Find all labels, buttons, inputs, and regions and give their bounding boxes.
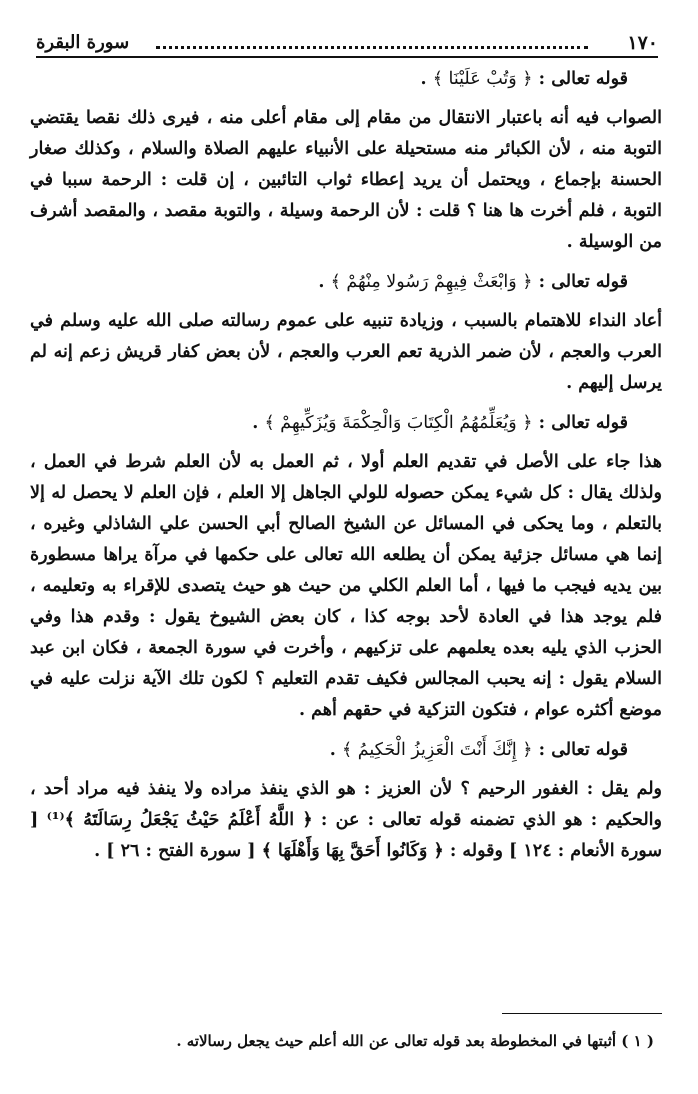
verse-end: . — [420, 69, 427, 89]
commentary-paragraph: الصواب فيه أنه باعتبار الانتقال من مقام إلى مقام أعلى منه ، فيرى ذلك نقصا يقتضي التوبة منه ، لأن الكبائر منه مستحيلة على الأنبياء عليهم الصلاة والسلام ، وكذلك صغار الحسنة بإجماع ، ويحتمل أن يريد إعطاء ثواب التائبين ، إن قلت : الرحمة سببا في التوبة ، فلم أخرت ها هنا ؟ قلت : لأن الرحمة وسيلة ، والتوبة مقصد ، والمقصد أشرف من الوسيلة . — [30, 108, 662, 252]
quran-verse: ﴿ وَتُبْ عَلَيْنَا ﴾ — [432, 69, 533, 89]
commentary-paragraph: ولم يقل : الغفور الرحيم ؟ لأن العزيز : هو الذي ينفذ مراده ولا ينفذ فيه مراد أحد ، والحكيم : هو الذي تضمنه قوله تعالى : عن : ﴿ اللَّهُ أَعْلَمُ حَيْثُ يَجْعَلُ رِسَالَتَهُ ﴾⁽¹⁾ [ سورة الأنعام : ١٢٤ ] وقوله : ﴿ وَكَانُوا أَحَقَّ بِهَا وَأَهْلَهَا ﴾ [ سورة الفتح : ٢٦ ] . — [30, 779, 662, 861]
quran-verse: ﴿ وَيُعَلِّمُهُمُ الْكِتَابَ وَالْحِكْمَةَ وَيُزَكِّيهِمْ ﴾ — [264, 413, 533, 433]
page-body — [30, 64, 662, 876]
footnote-separator — [502, 1013, 662, 1014]
verse-end: . — [329, 740, 336, 760]
verse-intro: قوله تعالى : — [538, 740, 628, 760]
page-number: ١٧٠ — [627, 32, 658, 54]
running-header — [36, 30, 658, 58]
surah-title: سورة البقرة — [36, 32, 130, 53]
commentary-paragraph: أعاد النداء للاهتمام بالسبب ، وزيادة تنبيه على عموم رسالته صلى الله عليه وسلم في العرب والعجم ، لأن ضمر الذرية تعم العرب والعجم ، لأن بعض كفار قريش زعم إنه لم يرسل إليهم . — [30, 311, 662, 393]
quran-verse: ﴿ إِنَّكَ أَنْتَ الْعَزِيزُ الْحَكِيمُ ﴾ — [341, 740, 533, 760]
commentary-paragraph: هذا جاء على الأصل في تقديم العلم أولا ، ثم العمل به لأن العلم شرط في العمل ، ولذلك يقال : كل شيء يمكن حصوله للولي الجاهل إلا العلم ، فإن العلم لا يحصل له إلا بالتعلم ، وما يحكى في المسائل عن الشيخ الصالح أبي الحسن علي الشاذلي وغيره ، إنما هي مسائل جزئية يمكن أن يطلعه الله تعالى على حكمها في مرآة يراها مسطورة بين يديه فيجب ما فيها ، أما العلم الكلي من حيث هو حيث يتصدى للإقراء به وتعليمه ، فلم يوجد هذا في العادة لأحد بوجه كذا ، كان بعض الشيوخ يقول : وقدم هذا وفي الحزب الذي يليه بعده يعلمهم على تزكيهم ، وأخرت في سورة الجمعة ، فكان ابن عبد السلام يقول : إنه يحبب المجالس فكيف تقدم التعليم ؟ لكون تلك الآية نزلت عليه في موضع أكثره عوام ، فتكون التزكية في حقهم أهم . — [30, 452, 662, 720]
verse-heading — [30, 64, 662, 95]
verse-intro: قوله تعالى : — [538, 413, 628, 433]
verse-heading — [30, 735, 662, 766]
header-dotted-leader — [156, 46, 588, 49]
verse-heading — [30, 408, 662, 439]
footnote: ( ١ ) أثبتها في المخطوطة بعد قوله تعالى عن الله أعلم حيث يجعل رسالاته . — [176, 1032, 654, 1050]
verse-end: . — [252, 413, 259, 433]
verse-heading — [30, 267, 662, 298]
quran-verse: ﴿ وَابْعَثْ فِيهِمْ رَسُولا مِنْهُمْ ﴾ — [330, 272, 533, 292]
verse-intro: قوله تعالى : — [538, 69, 628, 89]
verse-intro: قوله تعالى : — [538, 272, 628, 292]
verse-end: . — [318, 272, 325, 292]
